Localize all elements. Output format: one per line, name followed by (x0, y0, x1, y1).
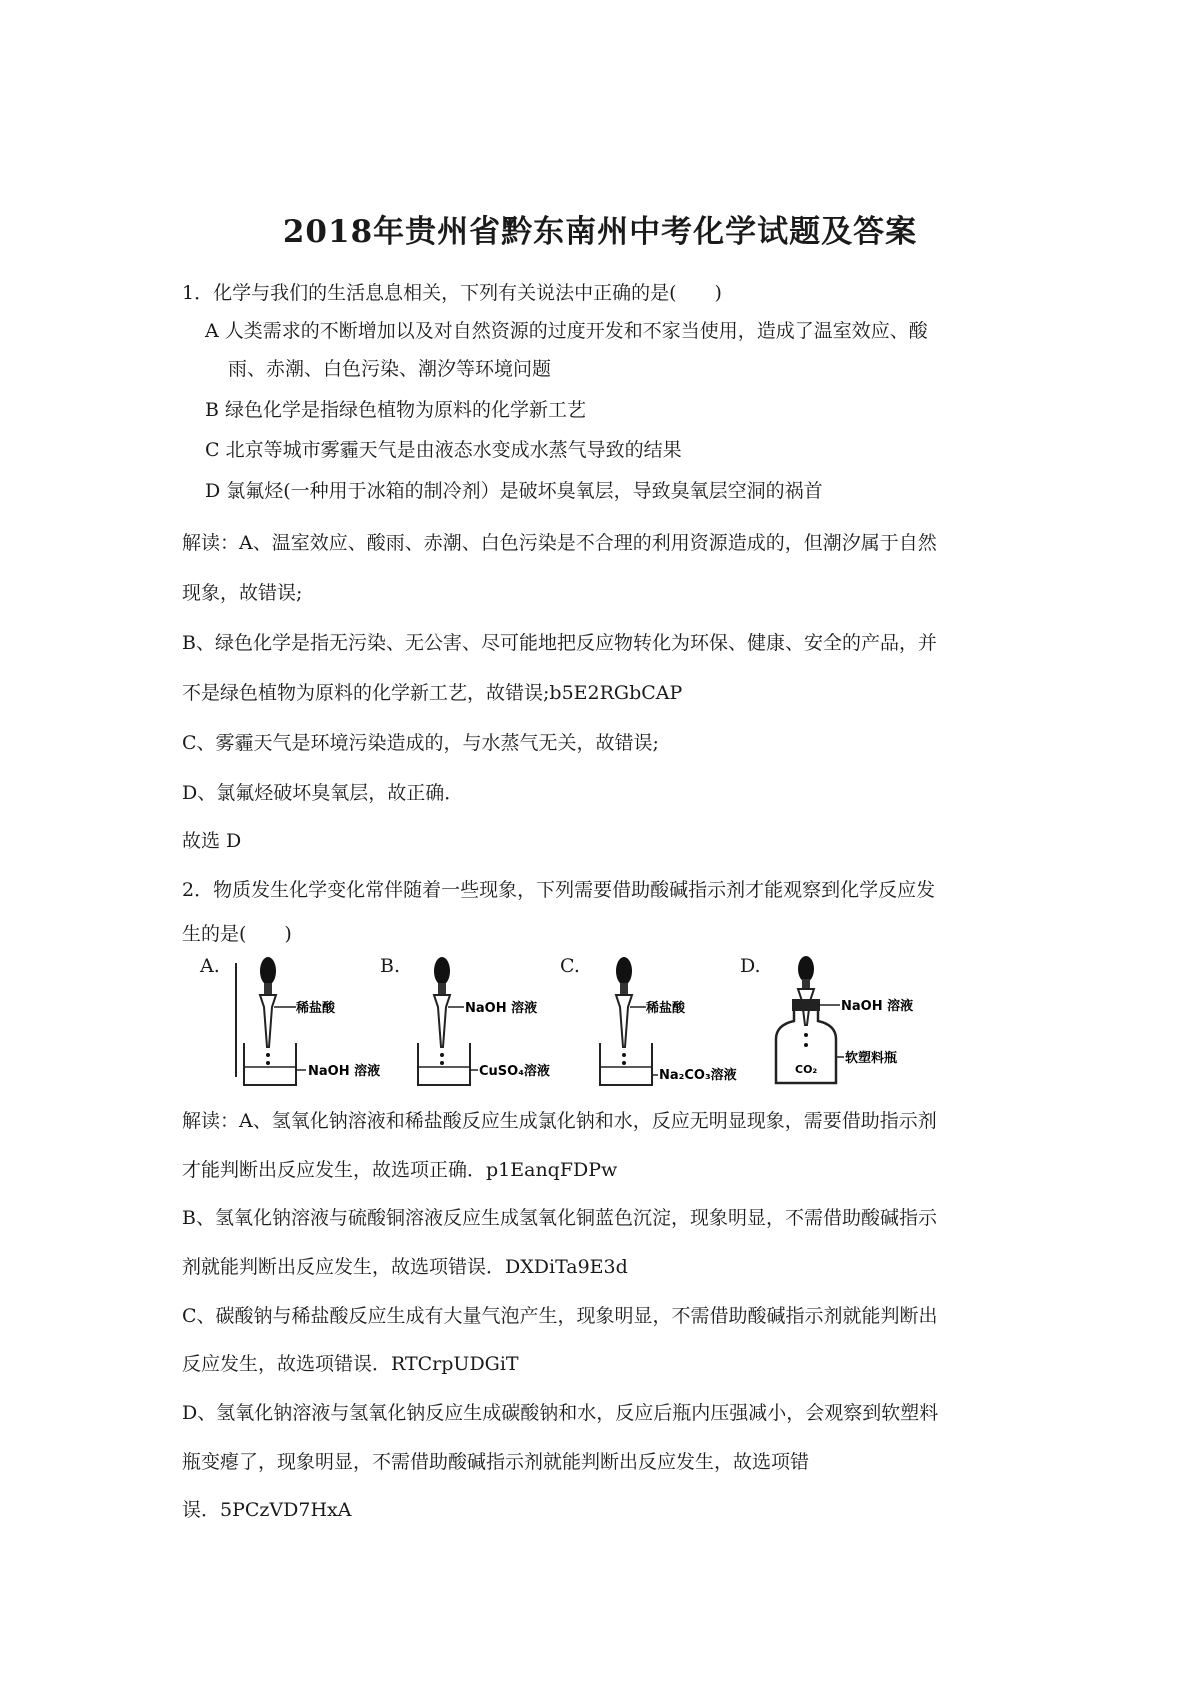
figure-d-inside-label: CO₂ (795, 1063, 818, 1076)
figure-b-top-label: NaOH 溶液 (465, 1001, 538, 1016)
figure-d-drawing (740, 955, 940, 1095)
a2-line2: 才能判断出反应发生，故选项正确．p1EanqFDPw (182, 1159, 618, 1181)
figure-d-top-label: NaOH 溶液 (841, 999, 914, 1014)
q1-option-c: C 北京等城市雾霾天气是由液态水变成水蒸气导致的结果 (205, 439, 682, 461)
a2-line1: 解读：A、氢氧化钠溶液和稀盐酸反应生成氯化钠和水，反应无明显现象，需要借助指示剂 (182, 1110, 937, 1132)
figure-c (560, 955, 740, 1095)
a1-line4: 不是绿色植物为原料的化学新工艺，故错误;b5E2RGbCAP (182, 682, 683, 704)
a2-line3: B、氢氧化钠溶液与硫酸铜溶液反应生成氢氧化铜蓝色沉淀，现象明显，不需借助酸碱指示 (182, 1207, 937, 1229)
q1-stem: 1．化学与我们的生活息息相关，下列有关说法中正确的是( ) (182, 282, 722, 304)
figure-a-top-label: 稀盐酸 (296, 1001, 336, 1016)
a1-line3: B、绿色化学是指无污染、无公害、尽可能地把反应物转化为环保、健康、安全的产品，并 (182, 632, 937, 654)
figure-d-bottom-label: 软塑料瓶 (845, 1051, 898, 1066)
figure-b-bottom-label: CuSO₄溶液 (479, 1064, 550, 1079)
q1-option-d: D 氯氟烃(一种用于冰箱的制冷剂）是破坏臭氧层，导致臭氧层空洞的祸首 (205, 480, 823, 502)
a1-line7: 故选 D (182, 830, 242, 852)
figure-a-drawing (200, 955, 380, 1095)
figure-c-drawing (560, 955, 740, 1095)
a2-line5: C、碳酸钠与稀盐酸反应生成有大量气泡产生，现象明显，不需借助酸碱指示剂就能判断出 (182, 1305, 938, 1327)
q1-option-b: B 绿色化学是指绿色植物为原料的化学新工艺 (205, 399, 587, 421)
figure-b-drawing (380, 955, 560, 1095)
figure-b-letter: B. (380, 955, 401, 977)
q2-figure-row (200, 955, 960, 1095)
a1-line2: 现象，故错误; (182, 582, 303, 604)
q2-stem-line2: 生的是( ) (182, 923, 292, 945)
figure-d (740, 955, 920, 1095)
figure-c-top-label: 稀盐酸 (646, 1001, 686, 1016)
figure-d-letter: D. (740, 955, 761, 977)
a2-line4: 剂就能判断出反应发生，故选项错误．DXDiTa9E3d (182, 1256, 628, 1278)
figure-c-letter: C. (560, 955, 580, 977)
a2-line9: 误．5PCzVD7HxA (182, 1499, 352, 1521)
page-title: 2018年贵州省黔东南州中考化学试题及答案 (282, 214, 918, 250)
q1-option-a-line2: 雨、赤潮、白色污染、潮汐等环境问题 (228, 358, 552, 380)
q2-stem-line1: 2．物质发生化学变化常伴随着一些现象，下列需要借助酸碱指示剂才能观察到化学反应发 (182, 879, 936, 901)
q1-option-a-line1: A 人类需求的不断增加以及对自然资源的过度开发和不家当使用，造成了温室效应、酸 (205, 320, 928, 342)
a2-line7: D、氢氧化钠溶液与氢氧化钠反应生成碳酸钠和水，反应后瓶内压强减小，会观察到软塑料 (182, 1402, 939, 1424)
figure-b (380, 955, 560, 1095)
a1-line5: C、雾霾天气是环境污染造成的，与水蒸气无关，故错误; (182, 732, 659, 754)
figure-a-bottom-label: NaOH 溶液 (308, 1064, 380, 1079)
a1-line1: 解读：A、温室效应、酸雨、赤潮、白色污染是不合理的利用资源造成的，但潮汐属于自然 (182, 532, 937, 554)
figure-a-letter: A. (200, 955, 220, 977)
a1-line6: D、氯氟烃破坏臭氧层，故正确． (182, 782, 464, 804)
figure-a (200, 955, 380, 1095)
figure-c-bottom-label: Na₂CO₃溶液 (659, 1068, 737, 1083)
a2-line6: 反应发生，故选项错误．RTCrpUDGiT (182, 1353, 519, 1375)
a2-line8: 瓶变瘪了，现象明显，不需借助酸碱指示剂就能判断出反应发生，故选项错 (182, 1451, 810, 1473)
